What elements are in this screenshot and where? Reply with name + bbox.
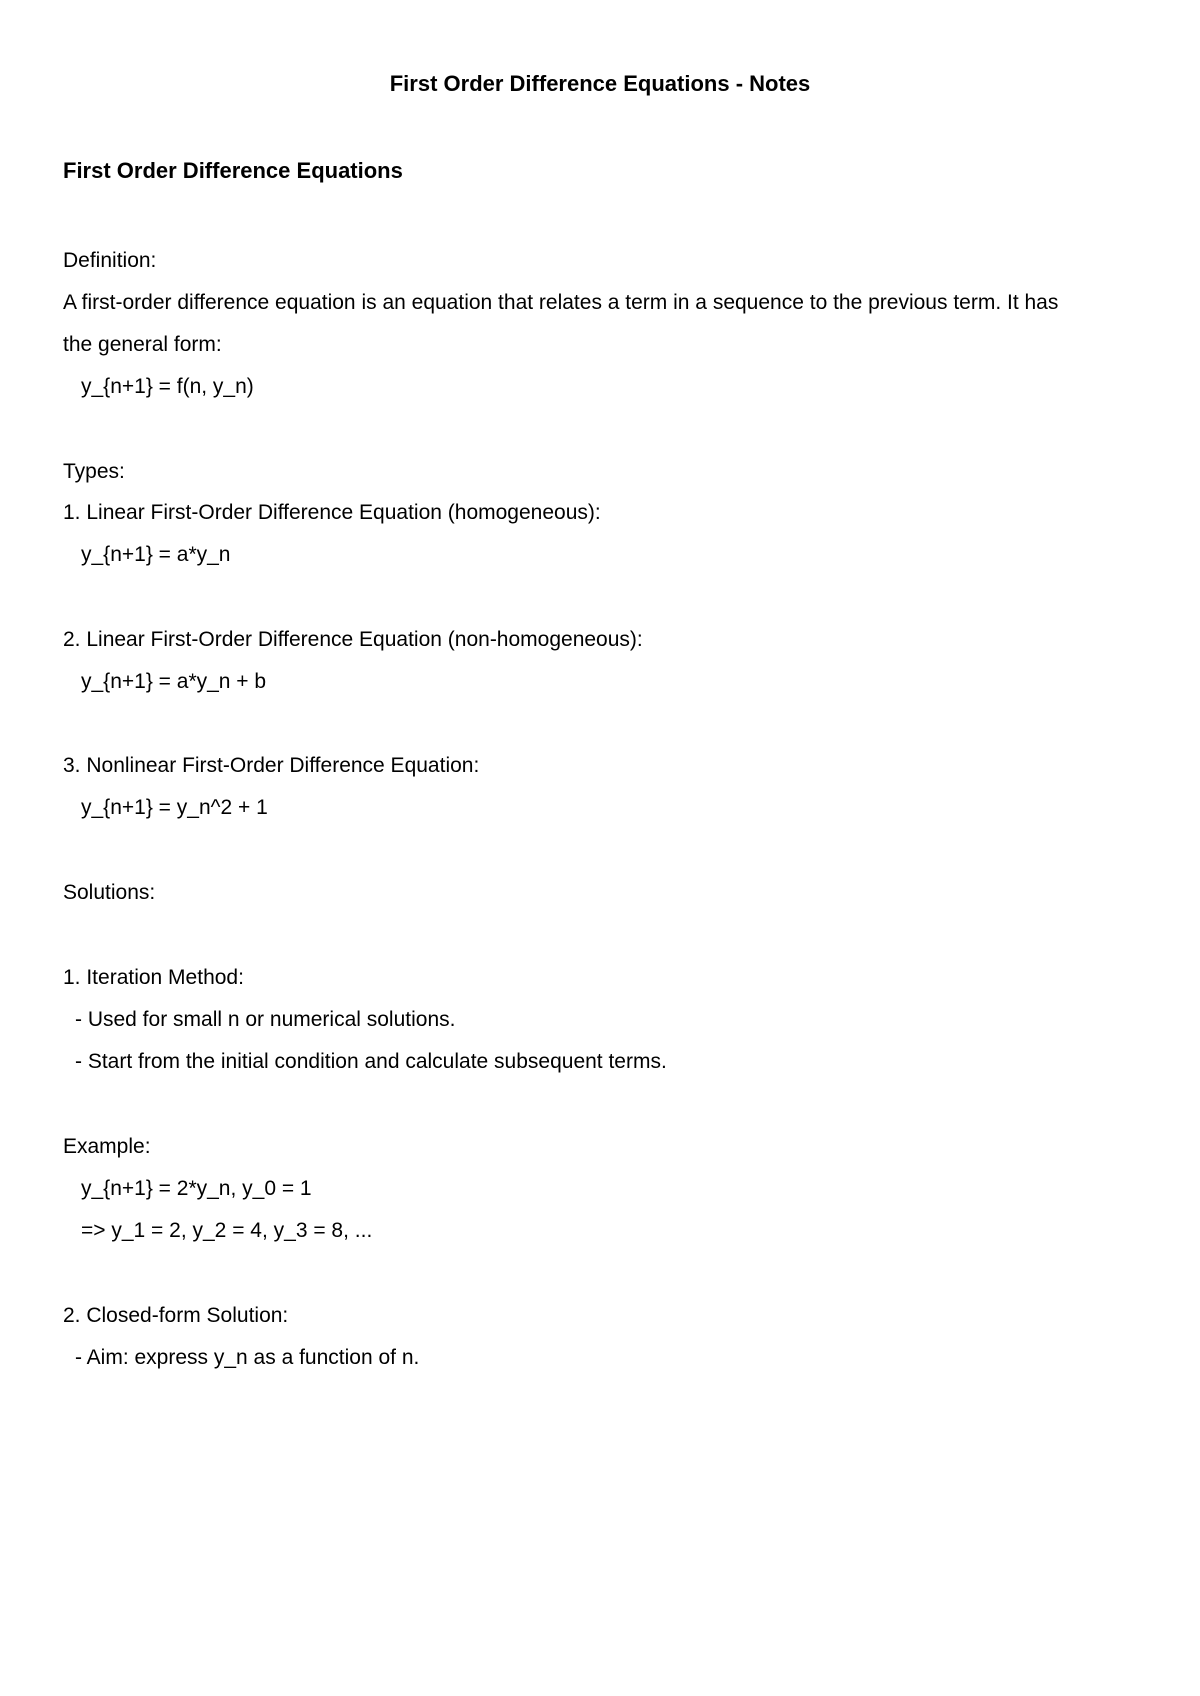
solutions-label: Solutions: [63, 881, 156, 904]
section-heading: First Order Difference Equations [63, 158, 403, 183]
closed-form-bullet-1: - Aim: express y_n as a function of n. [75, 1346, 420, 1369]
types-label: Types: [63, 460, 125, 483]
definition-label: Definition: [63, 249, 157, 272]
type-3-heading: 3. Nonlinear First-Order Difference Equation: [63, 754, 480, 777]
example-label: Example: [63, 1135, 151, 1158]
type-1-formula: y_{n+1} = a*y_n [81, 543, 231, 566]
type-2-heading: 2. Linear First-Order Difference Equation (non-homogeneous): [63, 628, 643, 651]
document-title: First Order Difference Equations - Notes [389, 71, 811, 96]
closed-form-heading: 2. Closed-form Solution: [63, 1304, 289, 1327]
iteration-bullet-2: - Start from the initial condition and calculate subsequent terms. [75, 1050, 667, 1073]
type-2-formula: y_{n+1} = a*y_n + b [81, 670, 267, 693]
general-form-formula: y_{n+1} = f(n, y_n) [81, 375, 254, 398]
type-3-formula: y_{n+1} = y_n^2 + 1 [81, 796, 268, 819]
type-1-heading: 1. Linear First-Order Difference Equation (homogeneous): [63, 501, 601, 524]
example-line-2: => y_1 = 2, y_2 = 4, y_3 = 8, ... [81, 1219, 373, 1242]
example-line-1: y_{n+1} = 2*y_n, y_0 = 1 [81, 1177, 312, 1200]
iteration-bullet-1: - Used for small n or numerical solutions. [75, 1008, 456, 1031]
iteration-method-heading: 1. Iteration Method: [63, 966, 244, 989]
definition-text-line-2: the general form: [63, 333, 222, 356]
definition-text-line-1: A first-order difference equation is an equation that relates a term in a sequence to the previous term. It has [63, 291, 1059, 314]
